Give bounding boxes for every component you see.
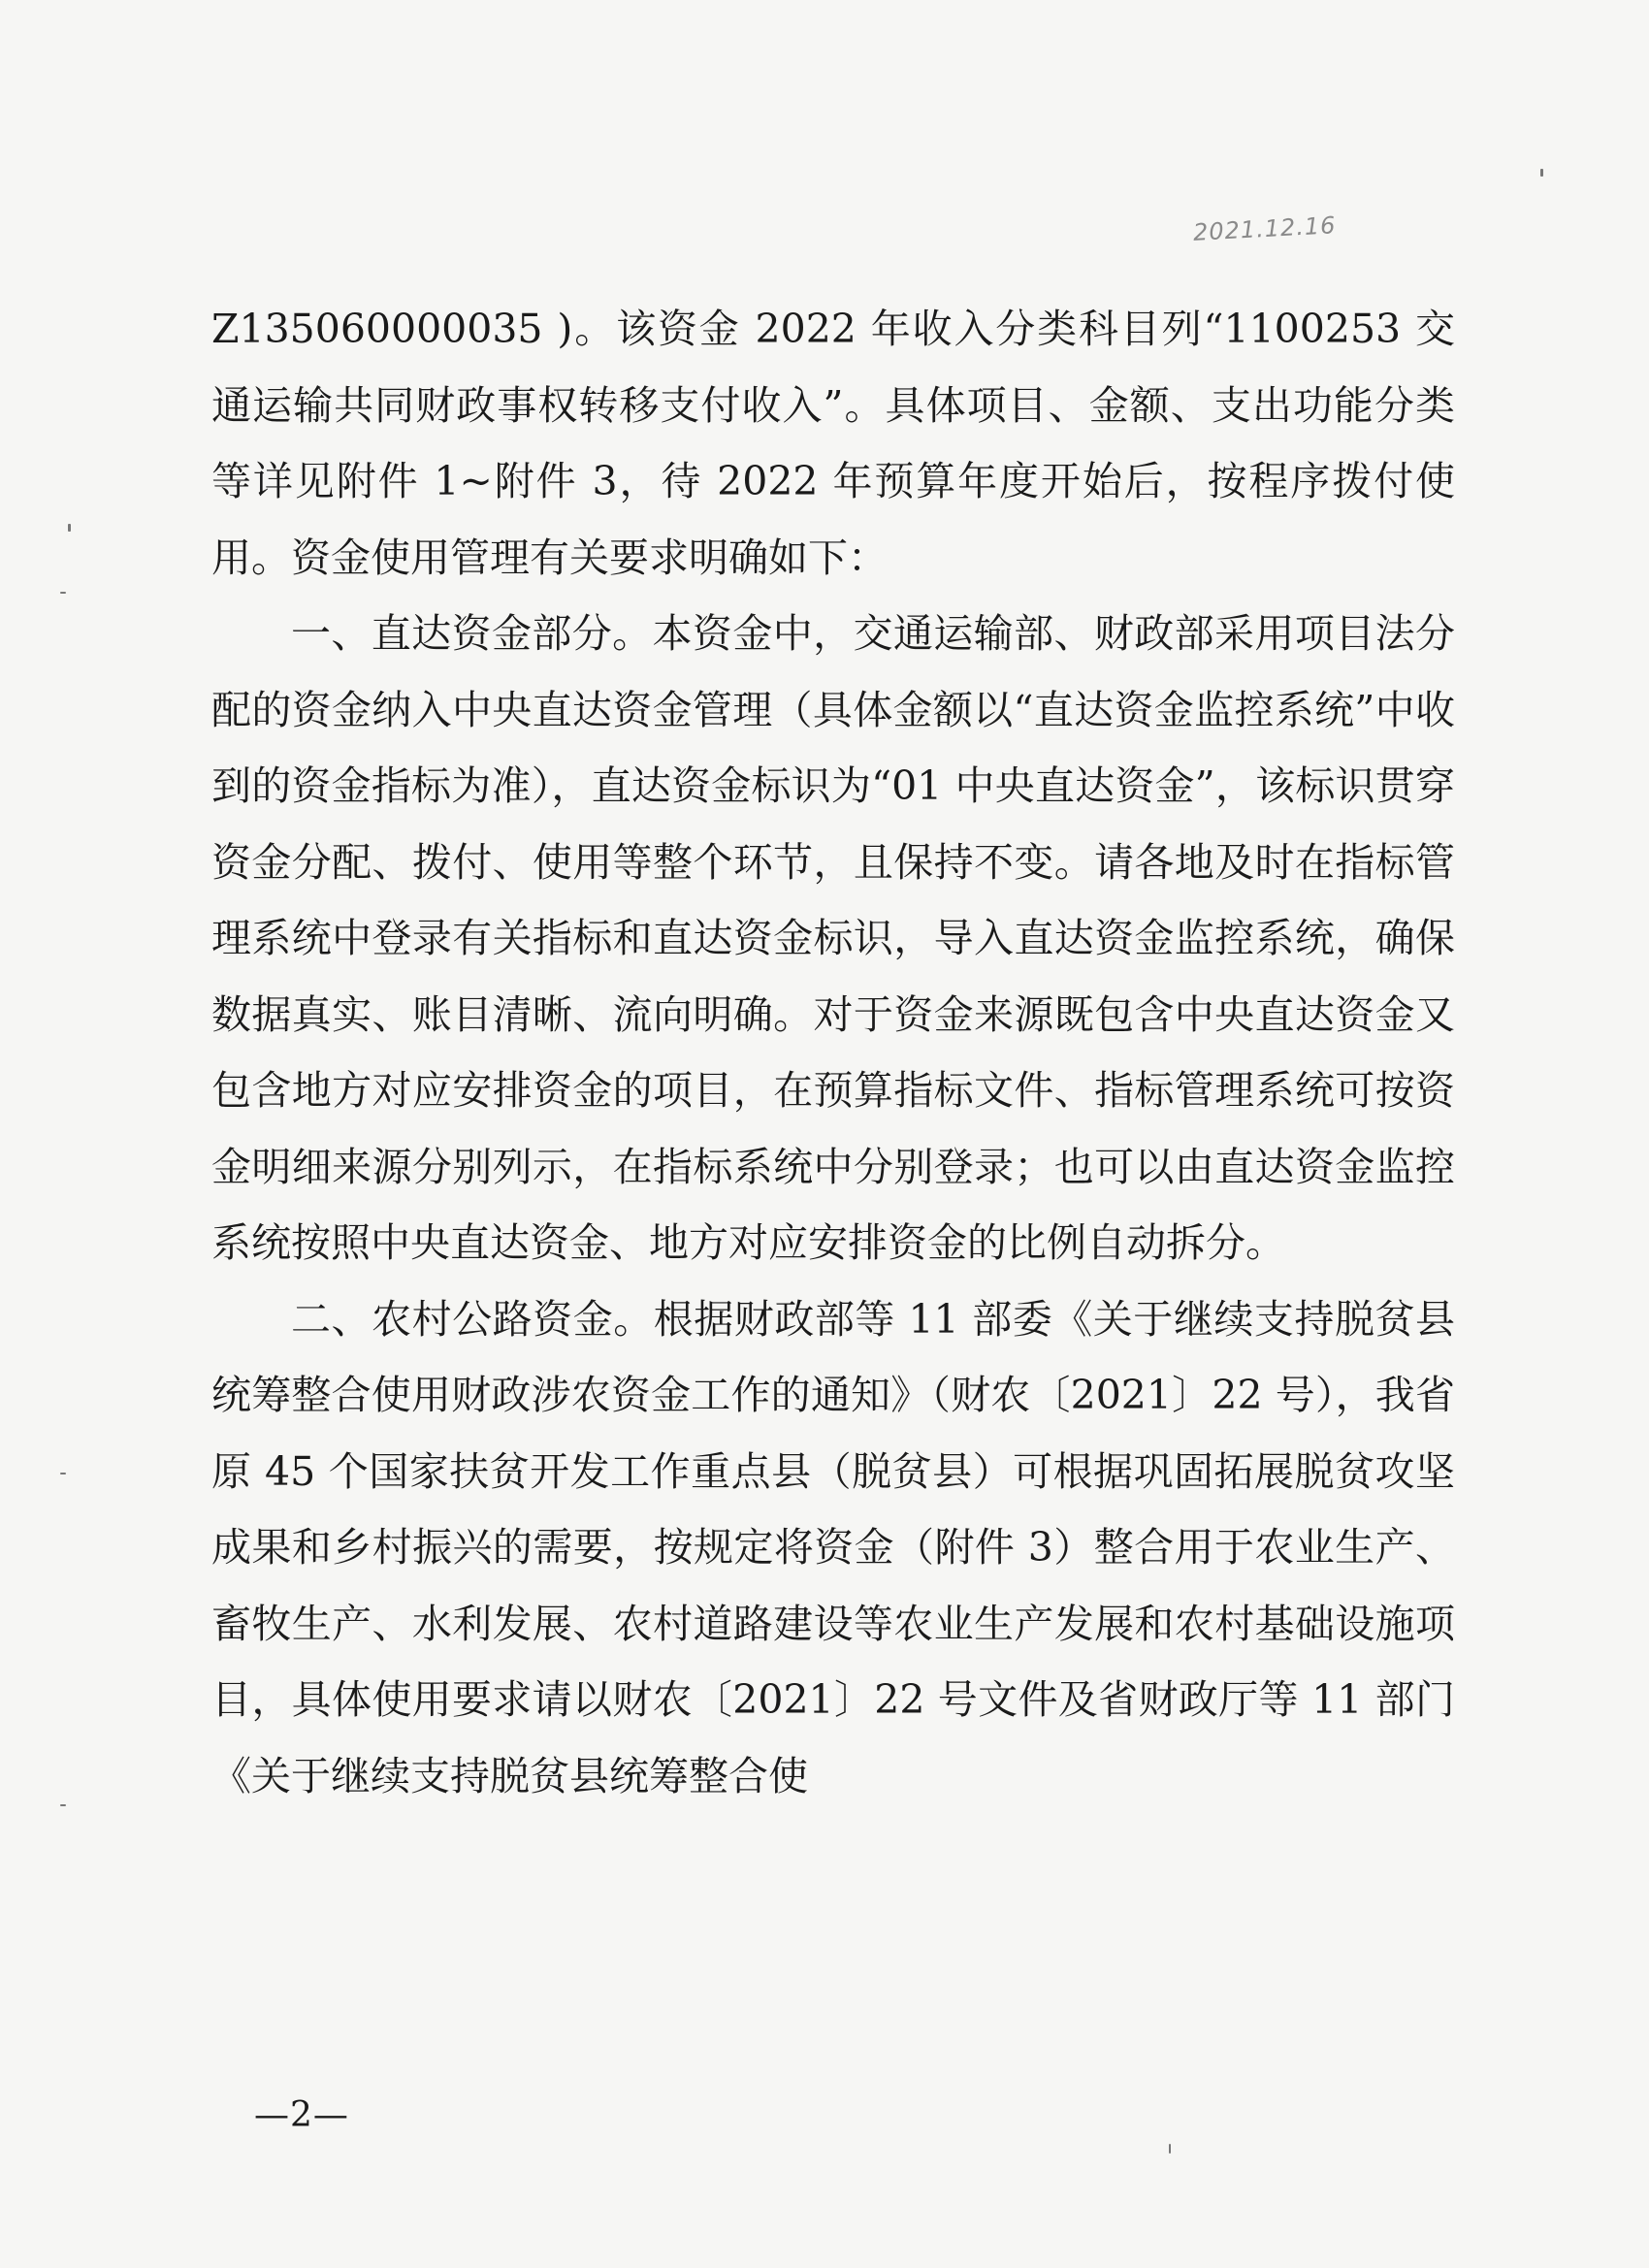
scan-speck [60,1804,66,1806]
paragraph-direct-funds: 一、直达资金部分。本资金中，交通运输部、财政部采用项目法分配的资金纳入中央直达资金管理（具体金额以“直达资金监控系统”中收到的资金指标为准），直达资金标识为“01 中央直达资金”，该标识贯穿资金分配、拨付、使用等整个环节，且保持不变。请各地及时在指标管理系统中登录有关指标和直达资金标识，导入直达资金监控系统，确保数据真实、账目清晰、流向明确。对于资金来源既包含中央直达资金又包含地方对应安排资金的项目，在预算指标文件、指标管理系统可按资金明细来源分别列示，在指标系统中分别登录；也可以由直达资金监控系统按照中央直达资金、地方对应安排资金的比例自动拆分。 [211,610,1455,1266]
page-number: —2— [254,2095,349,2135]
paragraph-rural-road-funds: 二、农村公路资金。根据财政部等 11 部委《关于继续支持脱贫县统筹整合使用财政涉农资金工作的通知》（财农〔2021〕22 号），我省原 45 个国家扶贫开发工作重点县（脱贫县）可根据巩固拓展脱贫攻坚成果和乡村振兴的需要，按规定将资金（附件 3）整合用于农业生产、畜牧生产、水利发展、农村道路建设等农业生产发展和农村基础设施项目，具体使用要求请以财农〔2021〕22 号文件及省财政厅等 11 部门《关于继续支持脱贫县统筹整合使 [211,1295,1455,1799]
document-body [211,291,1455,1814]
handwritten-date-note: 2021.12.16 [1192,211,1338,246]
scan-speck [1540,169,1543,177]
scan-speck [68,524,71,532]
scan-speck [1169,2144,1171,2154]
scan-speck [60,592,66,594]
scan-speck [60,1473,66,1474]
paragraph-fund-classification: Z135060000035 )。该资金 2022 年收入分类科目列“1100253 交通运输共同财政事权转移支付收入”。具体项目、金额、支出功能分类等详见附件 1~附件 3，待 2022 年预算年度开始后，按程序拨付使用。资金使用管理有关要求明确如下： [211,306,1455,581]
